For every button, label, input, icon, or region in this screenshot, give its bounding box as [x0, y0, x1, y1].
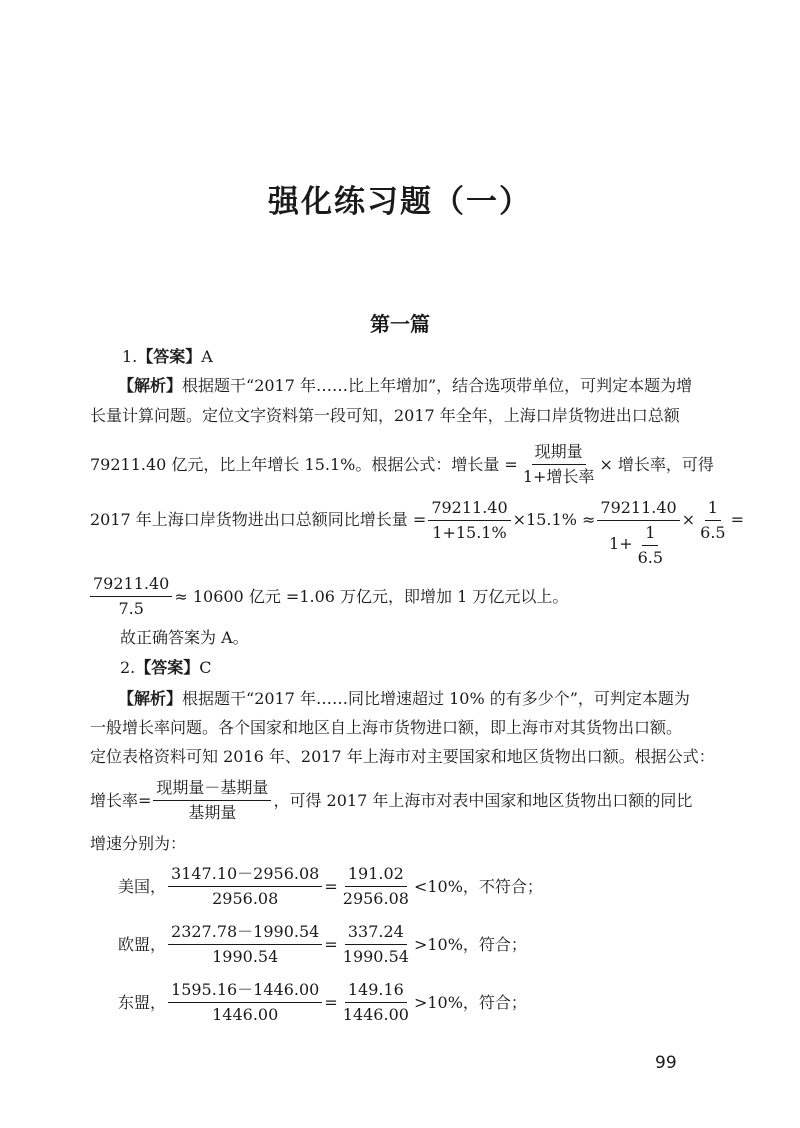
q1-fraction-1	[428, 498, 510, 543]
q1-f1-numerator: 79211.40	[428, 498, 510, 521]
q2-row-den2: 1990.54	[342, 947, 409, 966]
q2-formula-denominator: 基期量	[188, 803, 237, 822]
q2-formula-numerator: 现期量－基期量	[153, 778, 271, 801]
q2-row-us	[118, 864, 543, 909]
q1-formula-numerator: 现期量	[532, 442, 586, 465]
q1-growth-formula	[520, 442, 598, 487]
q2-growth-rate-formula	[153, 778, 271, 823]
q2-formula-rest: ，可得 2017 年上海市对表中国家和地区货物出口额的同比	[273, 790, 693, 810]
q2-row-result: >10%，符合；	[413, 992, 527, 1012]
q2-row-fraction-1	[168, 980, 322, 1025]
q1-f2-denominator	[606, 521, 671, 568]
q1-result-denominator: 7.5	[118, 599, 144, 618]
q1-f3-numerator: 1	[705, 498, 721, 521]
q2-analysis-tag: 【解析】	[118, 689, 183, 708]
q1-answer-line	[122, 346, 213, 368]
q1-fraction-2	[597, 498, 679, 568]
q2-line4	[90, 778, 692, 823]
q1-line3	[90, 442, 714, 487]
q2-row-den2: 1446.00	[342, 1005, 409, 1024]
q2-row-eu	[118, 922, 527, 967]
q1-formula-denominator: 1+增长率	[522, 467, 595, 486]
q2-row-result: <10%，不符合；	[413, 876, 543, 896]
q1-conclusion: 故正确答案为 A。	[120, 628, 249, 647]
q2-row-den1: 2956.08	[212, 889, 279, 908]
q1-text-1: 根据题干“2017 年……比上年增加”，结合选项带单位，可判定本题为增	[182, 376, 693, 395]
q2-text-2: 一般增长率问题。各个国家和地区自上海市货物进口额，即上海市对其货物出口额。	[90, 718, 683, 737]
q1-analysis-line1	[118, 375, 692, 397]
q2-row-fraction-2	[340, 864, 412, 909]
q1-f3-equals: =	[730, 510, 744, 529]
q1-text-5: ≈ 10600 亿元 =1.06 万亿元，即增加 1 万亿元以上。	[174, 586, 569, 606]
q1-f2-nested-num: 1	[642, 523, 658, 546]
q1-text-4a: 2017 年上海口岸货物进出口总额同比增长量 =	[90, 510, 427, 529]
q1-fraction-result	[90, 574, 172, 619]
q1-f2-nested-den: 6.5	[637, 548, 664, 567]
q1-answer-tag: 【答案】	[137, 347, 202, 366]
q2-row-result: >10%，符合；	[413, 934, 527, 954]
q2-row-equals: =	[324, 934, 338, 954]
q2-row-fraction-2	[340, 980, 412, 1025]
q1-f1-denominator: 1+15.1%	[432, 523, 507, 542]
q1-fraction-3	[697, 498, 728, 543]
q1-f2-den-prefix: 1+	[609, 534, 633, 553]
q2-formula-lhs: 增长率=	[90, 790, 152, 810]
page-number: 99	[655, 1053, 677, 1073]
q1-f3-denominator: 6.5	[700, 523, 726, 542]
q2-analysis-line1	[118, 688, 690, 710]
q1-result-numerator: 79211.40	[90, 574, 172, 597]
q2-row-den1: 1990.54	[212, 947, 279, 966]
q2-text-3: 定位表格资料可知 2016 年、2017 年上海市对主要国家和地区货物出口额。根据公式：	[90, 747, 715, 766]
q1-f2-times: ×	[681, 510, 696, 529]
q2-answer: C	[199, 658, 212, 677]
q2-number: 2.	[120, 658, 136, 677]
q2-answer-tag: 【答案】	[135, 658, 200, 677]
q1-text-3a: 79211.40 亿元，比上年增长 15.1%。根据公式：增长量 =	[90, 454, 518, 474]
q2-row-fraction-2	[340, 922, 412, 967]
q1-text-2: 长量计算问题。定位文字资料第一段可知，2017 年全年，上海口岸货物进出口总额	[90, 406, 680, 425]
q2-answer-line	[120, 657, 212, 679]
q2-row-equals: =	[324, 992, 338, 1012]
q2-row-num1: 2327.78－1990.54	[168, 922, 322, 945]
q2-row-name: 东盟，	[118, 992, 167, 1012]
q2-row-den2: 2956.08	[342, 889, 409, 908]
q2-row-name: 美国，	[118, 876, 167, 896]
q2-text-5: 增速分别为：	[90, 834, 187, 853]
q1-f1-operator: ×15.1% ≈	[512, 510, 596, 529]
q1-line4	[90, 498, 744, 568]
q2-row-den1: 1446.00	[212, 1005, 279, 1024]
q2-row-fraction-1	[168, 922, 322, 967]
q2-row-asean	[118, 980, 527, 1025]
q1-answer: A	[201, 347, 213, 366]
q2-row-equals: =	[324, 876, 338, 896]
q2-row-num2: 149.16	[345, 980, 407, 1003]
q1-analysis-tag: 【解析】	[118, 376, 183, 395]
page-title: 强化练习题（一）	[268, 184, 532, 220]
section-heading: 第一篇	[370, 312, 430, 336]
q2-row-num2: 337.24	[345, 922, 407, 945]
q2-row-name: 欧盟，	[118, 934, 167, 954]
q2-row-fraction-1	[168, 864, 322, 909]
q2-text-1: 根据题干“2017 年……同比增速超过 10% 的有多少个”，可判定本题为	[182, 689, 690, 708]
q1-text-3b: × 增长率，可得	[599, 454, 714, 474]
q1-f2-numerator: 79211.40	[597, 498, 679, 521]
q2-row-num1: 3147.10－2956.08	[168, 864, 322, 887]
q1-f2-nested-fraction	[635, 523, 666, 568]
q2-row-num1: 1595.16－1446.00	[168, 980, 322, 1003]
q1-number: 1.	[122, 347, 138, 366]
q1-line5	[88, 574, 568, 619]
q2-row-num2: 191.02	[345, 864, 407, 887]
